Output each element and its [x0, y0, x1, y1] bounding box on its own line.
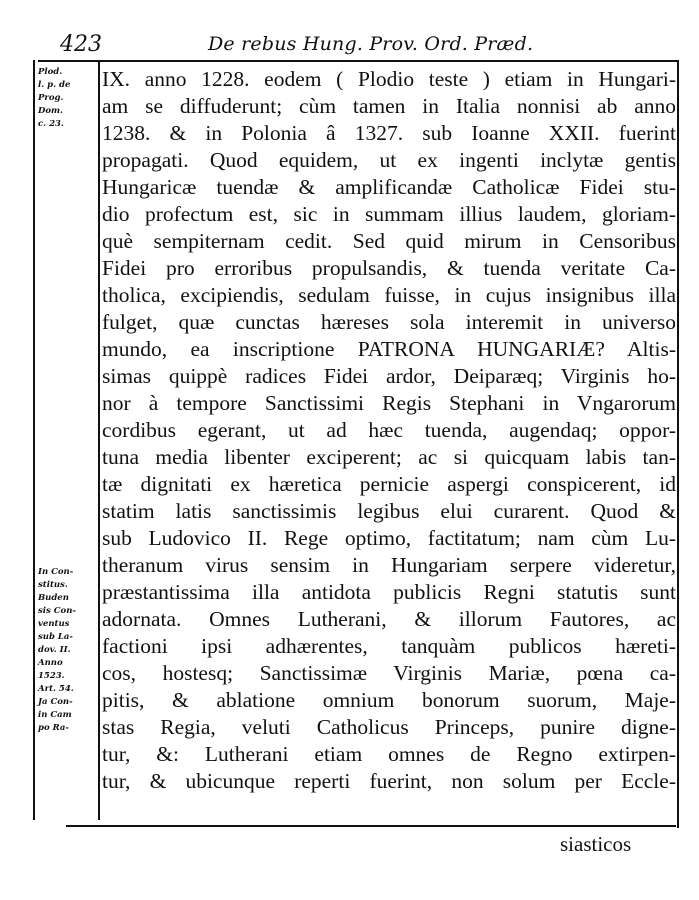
body-line: statim latis sanctissimis legibus elui curarent. Quod &: [102, 499, 676, 523]
body-line: tuna media libenter exciperent; ac si quicquam labis tan-: [102, 445, 676, 469]
body-line: sub Ludovico II. Rege optimo, factitatum; nam cùm Lu-: [102, 526, 676, 550]
margin-note-line: Ja Con-: [38, 697, 73, 707]
margin-note-line: Art. 54.: [38, 684, 74, 694]
margin-note-line: l. p. de: [38, 80, 71, 90]
body-line: tur, &: Lutherani etiam omnes de Regno extirpen-: [102, 742, 676, 766]
body-line: cos, hostesq; Sanctissimæ Virginis Mariæ, pœna ca-: [102, 661, 676, 685]
body-line: mundo, ea inscriptione PATRONA HUNGARIÆ? Altis-: [102, 337, 676, 361]
body-line: fulget, quæ cunctas hæreses sola interemit in universo: [102, 310, 676, 334]
body-line: tæ dignitati ex hæretica pernicie aspergi conspicerent, id: [102, 472, 676, 496]
margin-note-line: Prog.: [38, 93, 64, 103]
body-line: am se diffuderunt; cùm tamen in Italia nonnisi ab anno: [102, 94, 676, 118]
left-border: [33, 60, 35, 820]
body-line: cordibus egerant, ut ad hæc tuenda, augendaq; oppor-: [102, 418, 676, 442]
body-line: 1238. & in Polonia â 1327. sub Ioanne XXII. fuerint: [102, 121, 676, 145]
bottom-rule: [66, 825, 676, 827]
page-number: 423: [60, 32, 102, 57]
body-line: Fidei pro erroribus propulsandis, & tuenda veritate Ca-: [102, 256, 676, 280]
margin-note-top: [38, 66, 96, 131]
margin-note-line: sub La-: [38, 632, 73, 642]
body-line: factioni ipsi adhærentes, tanquàm publicos hæreti-: [102, 634, 676, 658]
margin-note-line: Dom.: [38, 106, 63, 116]
margin-note-bottom: [38, 566, 96, 735]
body-line: nor à tempore Sanctissimi Regis Stephani in Vngarorum: [102, 391, 676, 415]
body-line: adornata. Omnes Lutherani, & illorum Fautores, ac: [102, 607, 676, 631]
body-line: IX. anno 1228. eodem ( Plodio teste ) etiam in Hungari-: [102, 67, 676, 91]
body-line: tur, & ubicunque reperti fuerint, non solum per Eccle-: [102, 769, 676, 793]
margin-note-line: 1523.: [38, 671, 65, 681]
body-line: stas Regia, veluti Catholicus Princeps, punire digne-: [102, 715, 676, 739]
margin-note-line: ventus: [38, 619, 70, 629]
body-line: Hungaricæ tuendæ & amplificandæ Catholicæ Fidei stu-: [102, 175, 676, 199]
body-line: pitis, & ablatione omnium bonorum suorum, Maje-: [102, 688, 676, 712]
body-line: simas quippè radices Fidei ardor, Deiparæq; Virginis ho-: [102, 364, 676, 388]
top-rule: [38, 60, 678, 62]
body-text: [102, 66, 676, 795]
margin-note-line: dov. II.: [38, 645, 71, 655]
margin-note-line: stitus.: [38, 580, 68, 590]
body-line: theranum virus sensim in Hungariam serpere videretur,: [102, 553, 676, 577]
right-border: [677, 60, 679, 828]
body-line: præstantissima illa antidota publicis Regni statutis sunt: [102, 580, 676, 604]
margin-note-line: Anno: [38, 658, 63, 668]
body-line: tholica, excipiendis, sedulam fuisse, in cujus insignibus illa: [102, 283, 676, 307]
catchword: siasticos: [560, 832, 632, 856]
running-head: De rebus Hung. Prov. Ord. Præd.: [208, 33, 534, 55]
margin-note-line: In Con-: [38, 567, 74, 577]
margin-note-line: po Ra-: [38, 723, 69, 733]
margin-divider: [98, 60, 100, 820]
margin-note-line: c. 23.: [38, 119, 64, 129]
body-line: propagati. Quod equidem, ut ex ingenti inclytæ gentis: [102, 148, 676, 172]
margin-note-line: Buden: [38, 593, 69, 603]
margin-note-line: in Cam: [38, 710, 72, 720]
body-line: dio profectum est, sic in summam illius laudem, gloriam-: [102, 202, 676, 226]
margin-note-line: sis Con-: [38, 606, 76, 616]
margin-note-line: Plod.: [38, 67, 63, 77]
body-line: què sempiternam cedit. Sed quid mirum in Censoribus: [102, 229, 676, 253]
